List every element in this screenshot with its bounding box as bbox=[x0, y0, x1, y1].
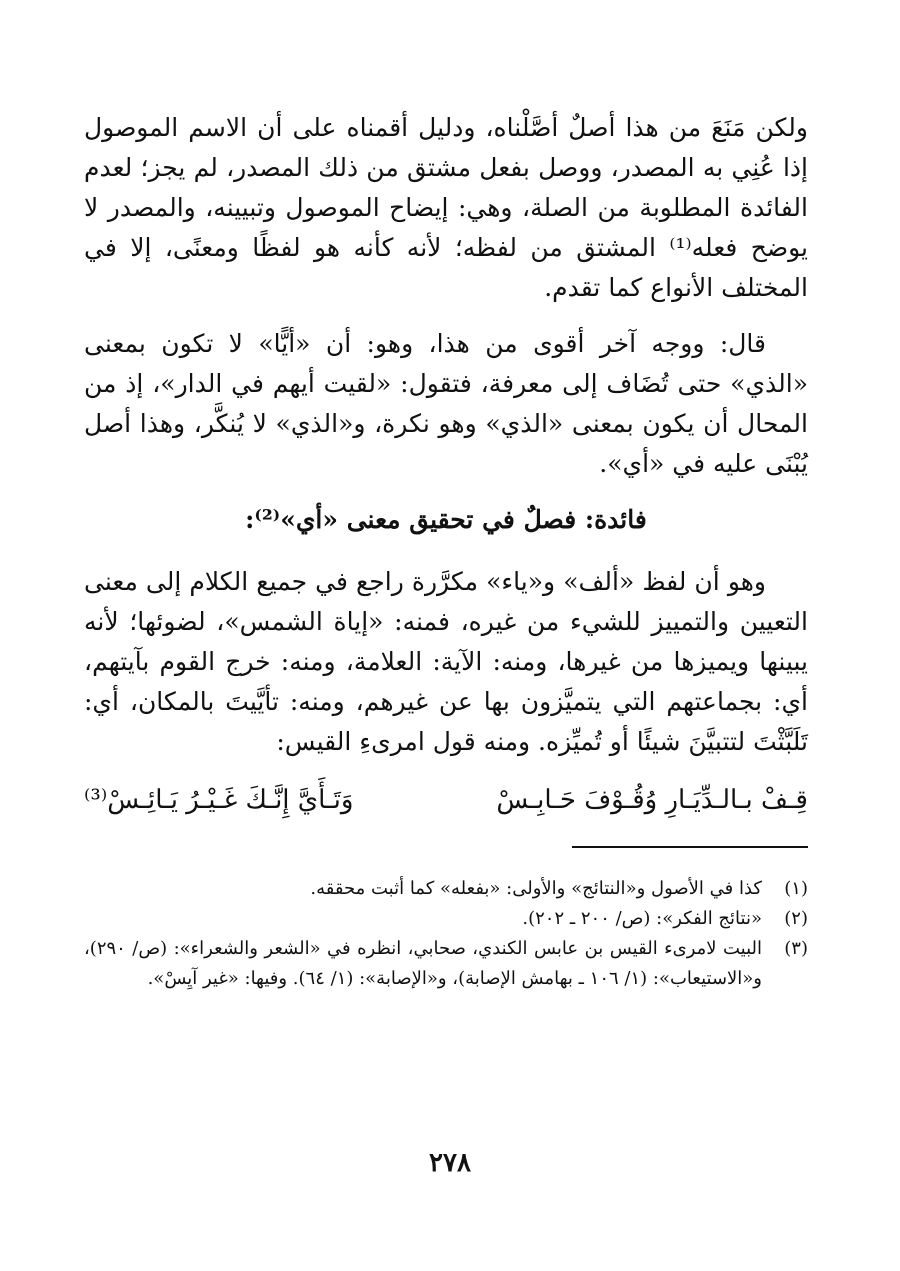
page-content bbox=[84, 108, 808, 994]
body-paragraph-2: قال: ووجه آخر أقوى من هذا، وهو: أن «أيًّا» لا تكون بمعنى «الذي» حتى تُضَاف إلى معرفة، فتقول: «لقيت أيهم في الدار»، إذ من المحال أن يكون بمعنى «الذي» وهو نكرة، و«الذي» لا يُنكَّر، وهذا أصل يُبْنَى عليه في «أي». bbox=[84, 329, 808, 478]
verse-second-hemistich: وَتَـأَيَّ إِنَّـكَ غَـيْـرُ يَـائِـسْ⁽³⁾ bbox=[84, 785, 354, 815]
footnote-item bbox=[84, 904, 808, 934]
footnote-text: «نتائج الفكر»: (ص/ ٢٠٠ ـ ٢٠٢). bbox=[522, 908, 762, 929]
footnotes bbox=[84, 874, 808, 994]
body-paragraph-1: ولكن مَنَعَ من هذا أصلٌ أصَّلْناه، ودليل أقمناه على أن الاسم الموصول إذا عُنِي به المصدر، ووصل بفعل مشتق من ذلك المصدر، لم يجز؛ لعدم الفائدة المطلوبة من الصلة، وهي: إيضاح الموصول وتبيينه، والمصدر لا يوضح فعله⁽¹⁾ المشتق من لفظه؛ لأنه كأنه هو لفظًا ومعنًى، إلا في المختلف الأنواع كما تقدم. bbox=[84, 113, 808, 302]
footnote-number: (٢) bbox=[784, 908, 808, 929]
footnote-item bbox=[84, 934, 808, 994]
section-heading: فائدة: فصلٌ في تحقيق معنى «أي»⁽²⁾: bbox=[245, 505, 647, 534]
verse-first-hemistich: قِـفْ بـالـدِّيَـارِ وُقُـوْفَ حَـابِـسْ bbox=[496, 785, 808, 815]
body-paragraph-3: وهو أن لفظ «ألف» و«ياء» مكرَّرة راجع في جميع الكلام إلى معنى التعيين والتمييز للشيء من غيره، فمنه: «إياة الشمس»، لضوئها؛ لأنه يبينها ويميزها من غيرها، ومنه: الآية: العلامة، ومنه: خرج القوم بآيتهم، أي: بجماعتهم التي يتميَّزون بها عن غيرهم، ومنه: تأيَّيتَ بالمكان، أي: تَلَبَّثْتَ لتتبيَّنَ شيئًا أو تُميِّزه. ومنه قول امرىءِ القيس: bbox=[84, 567, 808, 756]
footnote-item bbox=[84, 874, 808, 904]
footnote-separator bbox=[572, 846, 808, 848]
footnote-number: (٣) bbox=[784, 938, 808, 959]
footnote-text: البيت لامرىء القيس بن عابس الكندي، صحابي، انظره في «الشعر والشعراء»: (ص/ ٢٩٠)، و«الاستيعاب»: (١/ ١٠٦ ـ بهامش الإصابة)، و«الإصابة»: (١/ ٦٤). وفيها: «غير آيِسْ». bbox=[84, 938, 762, 989]
footnote-text: كذا في الأصول و«النتائج» والأولى: «بفعله» كما أثبت محققه. bbox=[310, 878, 762, 899]
poetry-verse bbox=[84, 778, 808, 822]
footnote-number: (١) bbox=[784, 878, 808, 899]
page-number: ٢٧٨ bbox=[429, 1148, 471, 1178]
